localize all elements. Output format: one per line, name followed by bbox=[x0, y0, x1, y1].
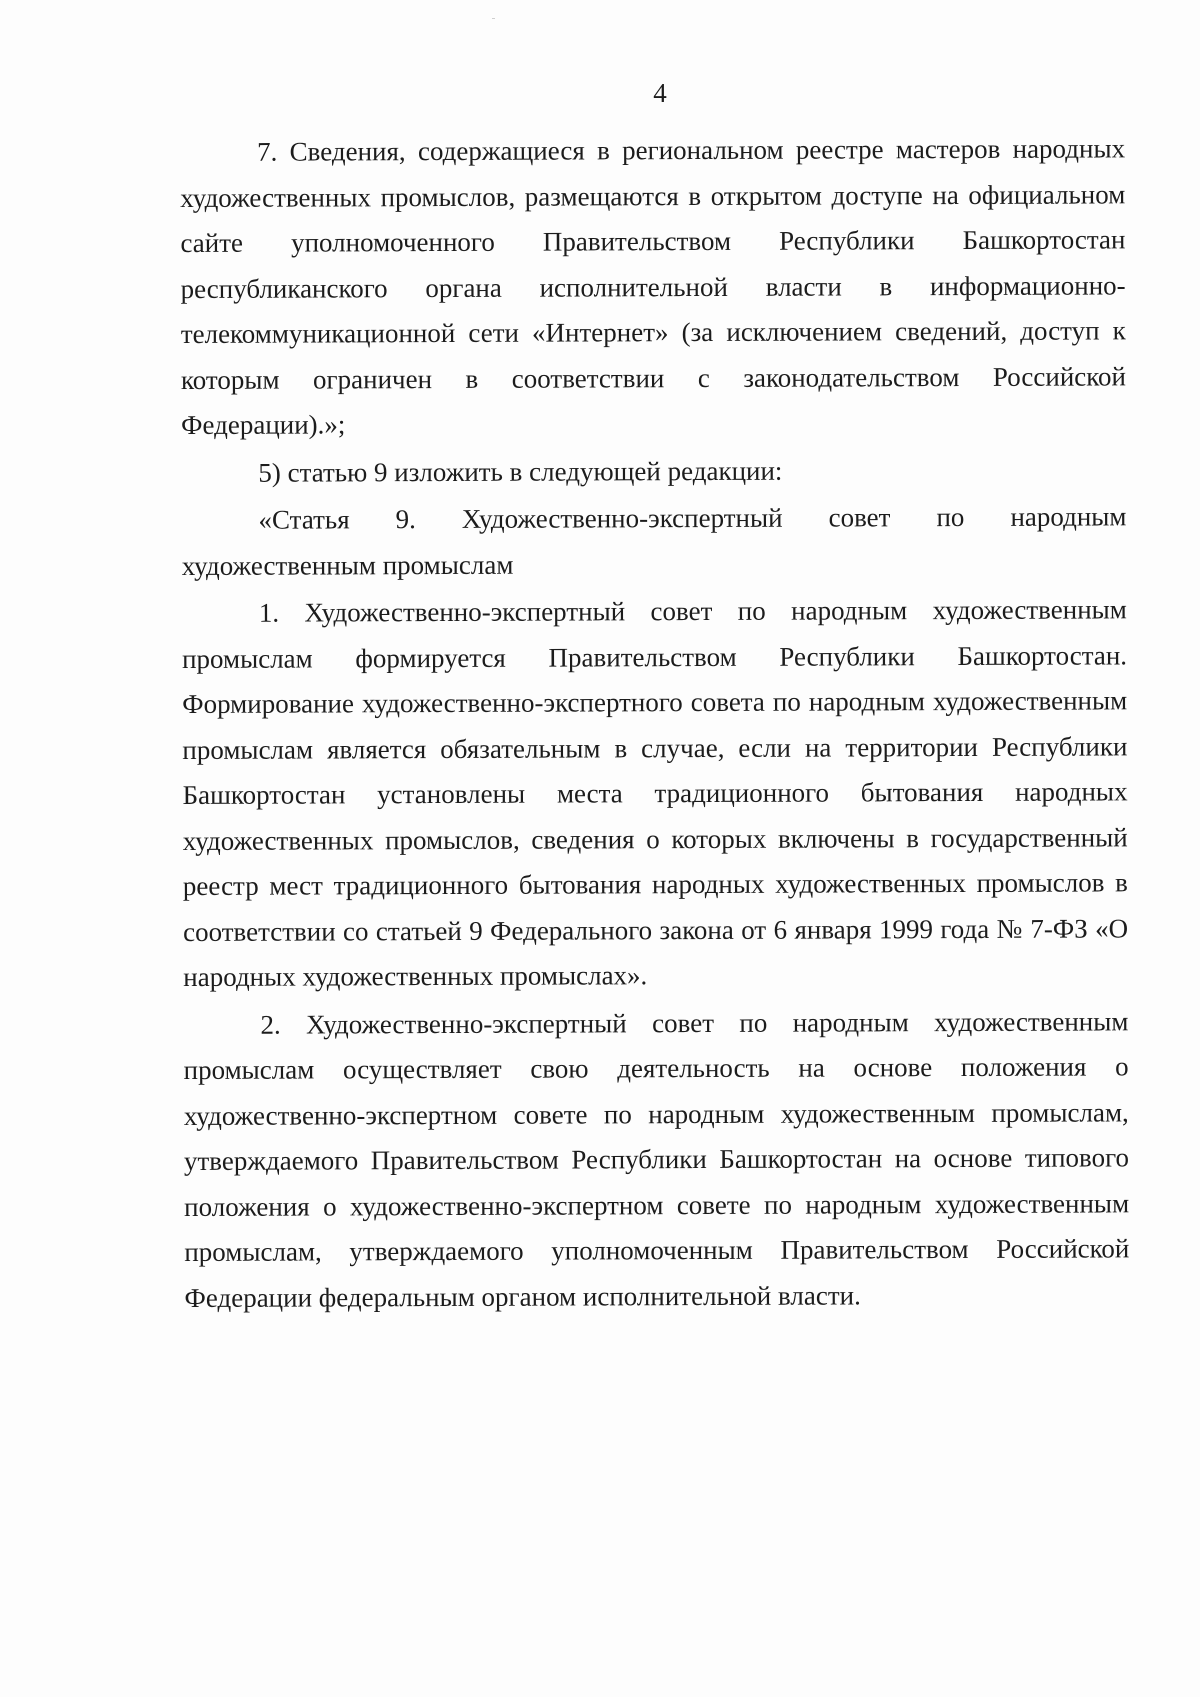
article-9-item-1: 1. Художественно-экспертный совет по народным художественным промыслам формируется Правительством Республики Башкортостан. Формирование художественно-экспертного совета по народным художественным промыслам является обязательным в случае, если на территории Республики Башкортостан установлены места традиционного бытования народных художественных промыслов, сведения о которых включены в государственный реестр мест традиционного бытования народных художественных промыслов в соответствии со статьей 9 Федерального закона от 6 января 1999 года № 7-ФЗ «О народных художественных промыслах». bbox=[181, 594, 1129, 992]
scan-artifact bbox=[492, 18, 495, 19]
document-body bbox=[180, 126, 1130, 1323]
amendment-5: 5) статью 9 изложить в следующей редакции: bbox=[258, 455, 783, 488]
article-9-heading: «Статья 9. Художественно-экспертный совет по народным художественным промыслам bbox=[181, 501, 1127, 581]
article-9-item-2: 2. Художественно-экспертный совет по народным художественным промыслам осуществляет свою деятельность на основе положения о художественно-экспертном совете по народным художественным промыслам, утверждаемого Правительством Республики Башкортостан на основе типового положения о художественно-экспертном совете по народным художественным промыслам, утверждаемого уполномоченным Правительством Российской Федерации федеральным органом исполнительной власти. bbox=[183, 1005, 1130, 1313]
page-number: 4 bbox=[653, 78, 667, 108]
paragraph-7: 7. Сведения, содержащиеся в региональном реестре мастеров народных художественных промыслов, размещаются в открытом доступе на официальном сайте уполномоченного Правительством Республики Башкортостан республиканского органа исполнительной власти в информационно-телекоммуникационной сети «Интернет» (за исключением сведений, доступ к которым ограничен в соответствии с законодательством Российской Федерации).»; bbox=[180, 133, 1127, 440]
